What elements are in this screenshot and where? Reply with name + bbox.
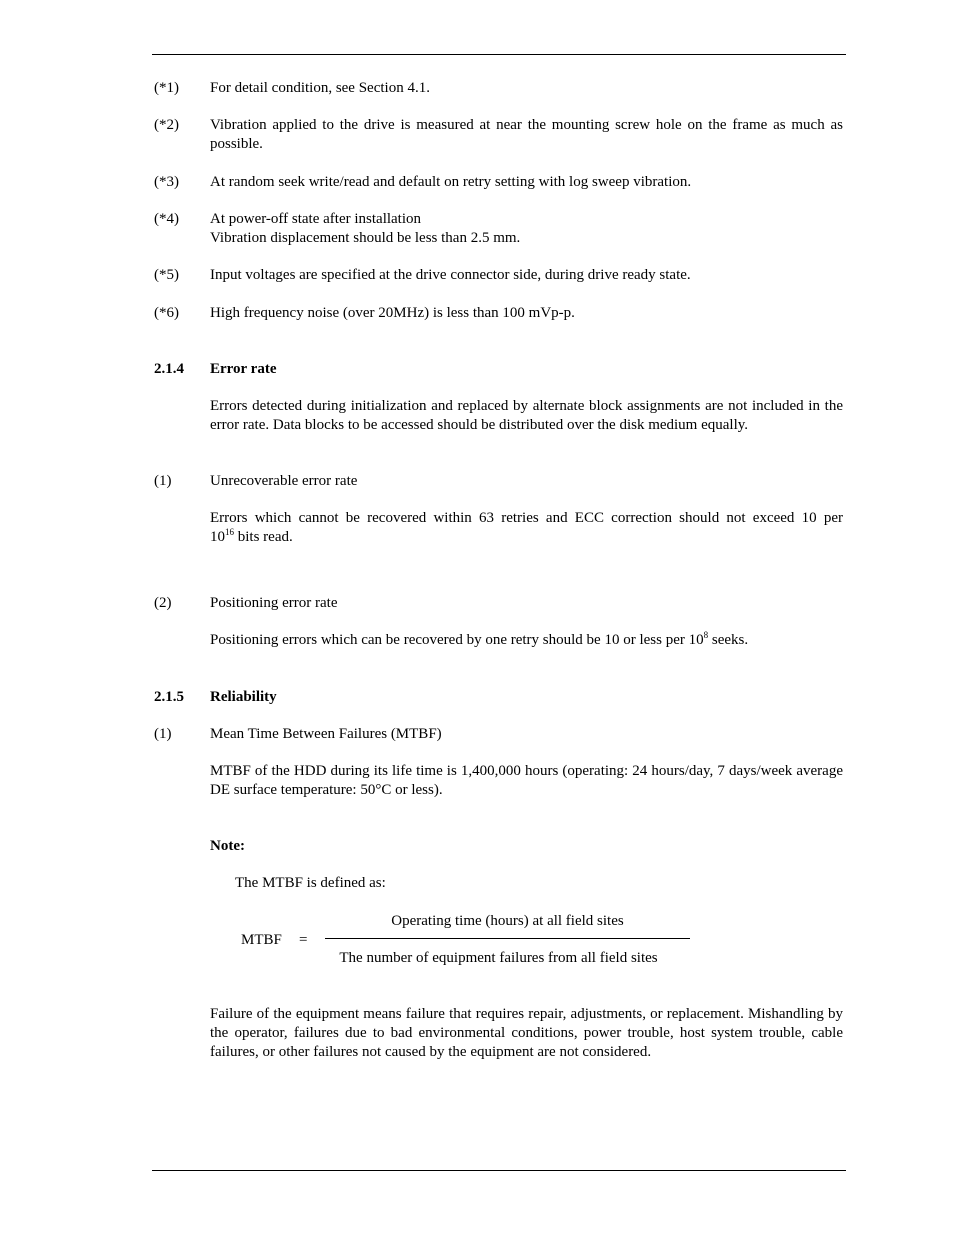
footnote-line: At power-off state after installation	[210, 211, 422, 227]
section-title: Error rate	[210, 361, 277, 377]
item-label: (2)	[154, 595, 172, 611]
footnote-label: (*2)	[154, 117, 179, 133]
item-paragraph: MTBF of the HDD during its life time is 1,400,000 hours (operating: 24 hours/day, 7 days/week average DE surface temperature: 50°C or less).	[210, 763, 843, 798]
item-title: Positioning error rate	[210, 595, 338, 611]
formula-numerator: Operating time (hours) at all field sites	[391, 913, 624, 929]
power-base: 10	[210, 529, 225, 545]
footnote-label: (*6)	[154, 305, 179, 321]
footnote-label: (*4)	[154, 211, 179, 227]
failure-paragraph: Failure of the equipment means failure that requires repair, adjustments, or replacement. Mishandling by the operator, failures due to bad environmental conditions, power trouble, host system trouble, cable failures, or other failures not caused by the equipment are not considered.	[210, 1006, 843, 1060]
footnote-line: Vibration displacement should be less than 2.5 mm.	[210, 230, 521, 246]
item-label: (1)	[154, 473, 172, 489]
note-label: Note:	[210, 838, 245, 854]
item-paragraph	[210, 631, 843, 650]
footnote-text	[210, 210, 843, 248]
formula-lhs: MTBF	[241, 932, 282, 948]
footnote-text: At random seek write/read and default on retry setting with log sweep vibration.	[210, 174, 692, 190]
item-label: (1)	[154, 726, 172, 742]
item-title: Unrecoverable error rate	[210, 473, 358, 489]
paragraph-line: Errors which cannot be recovered within 63 retries and ECC correction should not exceed 10 per	[210, 510, 843, 526]
fraction-bar	[325, 938, 690, 939]
paragraph-tail: bits read.	[234, 529, 293, 545]
footnote-text: For detail condition, see Section 4.1.	[210, 80, 430, 96]
footnote-text: Vibration applied to the drive is measured at near the mounting screw hole on the frame as much as possible.	[210, 117, 843, 152]
section-number: 2.1.5	[154, 689, 184, 705]
footer-rule	[152, 1170, 846, 1171]
footnote-text: Input voltages are specified at the drive connector side, during drive ready state.	[210, 267, 691, 283]
section-number: 2.1.4	[154, 361, 184, 377]
section-title: Reliability	[210, 689, 277, 705]
defined-as-text: The MTBF is defined as:	[235, 875, 386, 891]
formula-denominator: The number of equipment failures from all field sites	[339, 950, 658, 966]
formula-equals: =	[299, 932, 308, 948]
item-title: Mean Time Between Failures (MTBF)	[210, 726, 442, 742]
header-rule	[152, 54, 846, 55]
power-exponent: 16	[225, 527, 234, 537]
footnote-label: (*5)	[154, 267, 179, 283]
power-exponent: 8	[703, 630, 709, 640]
paragraph-tail: seeks.	[708, 632, 749, 648]
footnote-text: High frequency noise (over 20MHz) is less than 100 mVp-p.	[210, 305, 575, 321]
section-paragraph: Errors detected during initialization and replaced by alternate block assignments are not included in the error rate. Data blocks to be accessed should be distributed over the disk medium equally.	[210, 398, 843, 433]
paragraph-text: Positioning errors which can be recovered by one retry should be 10 or less per 10	[210, 632, 704, 648]
item-paragraph	[210, 509, 843, 547]
footnote-label: (*1)	[154, 80, 179, 96]
footnote-label: (*3)	[154, 174, 179, 190]
paragraph-line	[210, 528, 843, 547]
